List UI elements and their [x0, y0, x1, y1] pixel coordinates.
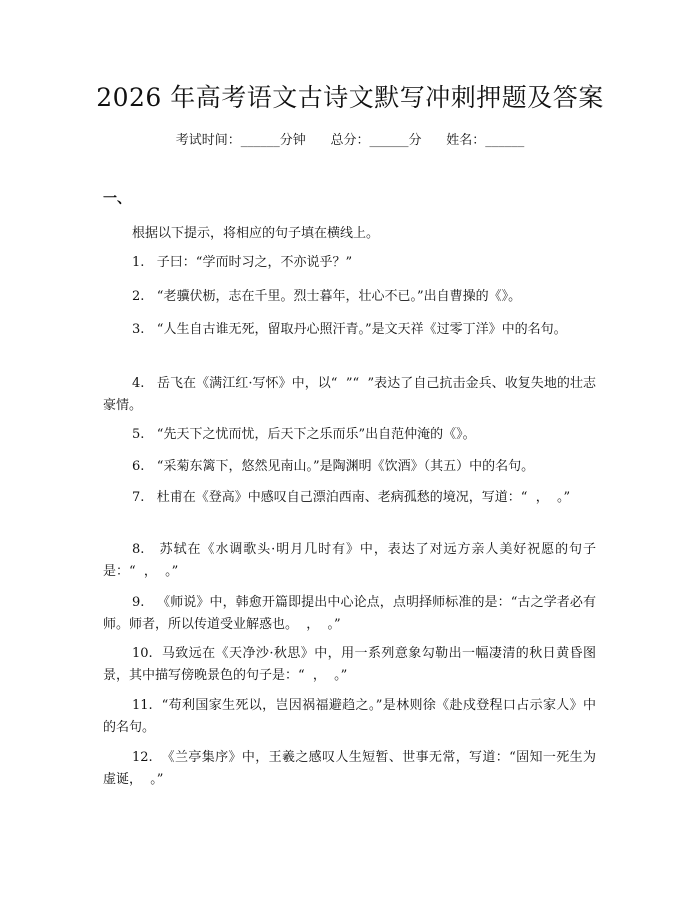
- exam-info-line: 考试时间：______分钟 总分：______分 姓名：______: [175, 133, 525, 148]
- question-5: 5. “先天下之忧而忧，后天下之乐而乐”出自范仲淹的《》。: [132, 427, 476, 442]
- question-1: 1. 子曰：“学而时习之，不亦说乎？”: [132, 255, 353, 270]
- question-8: 8. 苏轼在《水调歌头·明月几时有》中，表达了对远方亲人美好祝愿的句子是：“ ， 。”: [103, 542, 596, 579]
- question-12: 12. 《兰亭集序》中，王羲之感叹人生短暂、世事无常，写道：“固知一死生为虚诞， 。”: [103, 750, 596, 787]
- question-4: 4. 岳飞在《满江红·写怀》中，以“ ”“ ”表达了自己抗击金兵、收复失地的壮志豪情。: [103, 376, 596, 413]
- document-title: 2026 年高考语文古诗文默写冲刺押题及答案: [96, 83, 604, 112]
- question-10: 10. 马致远在《天净沙·秋思》中，用一系列意象勾勒出一幅凄清的秋日黄昏图景，其中描写傍晚景色的句子是：“ ， 。”: [103, 646, 596, 683]
- question-7: 7. 杜甫在《登高》中感叹自己漂泊西南、老病孤愁的境况，写道：“ ， 。”: [132, 490, 571, 505]
- question-9: 9. 《师说》中，韩愈开篇即提出中心论点，点明择师标准的是：“古之学者必有师。师者，所以传道受业解惑也。 ， 。”: [103, 595, 596, 632]
- question-2: 2. “老骥伏枥，志在千里。烈士暮年，壮心不已。”出自曹操的《》。: [132, 289, 522, 304]
- section-heading: 一、: [103, 191, 131, 207]
- question-11: 11. “苟利国家生死以，岂因祸福避趋之。”是林则徐《赴戍登程口占示家人》中的名句。: [103, 698, 596, 735]
- instruction-text: 根据以下提示，将相应的句子填在横线上。: [132, 226, 380, 241]
- question-6: 6. “采菊东篱下，悠然见南山。”是陶渊明《饮酒》（其五）中的名句。: [132, 459, 535, 474]
- question-3: 3. “人生自古谁无死，留取丹心照汗青。”是文天祥《过零丁洋》中的名句。: [132, 322, 567, 337]
